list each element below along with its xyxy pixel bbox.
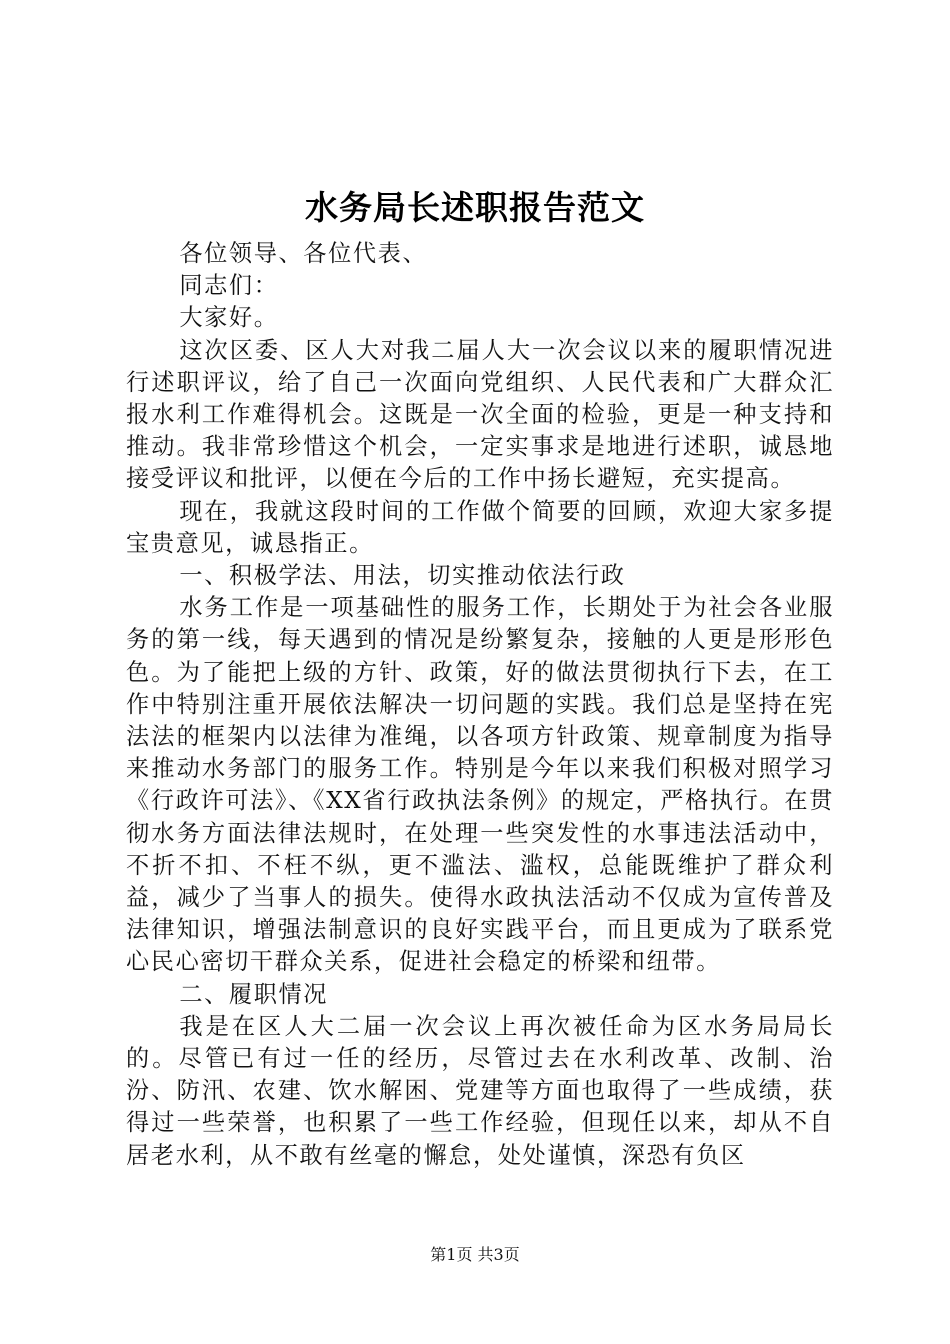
- section-heading-1: 一、积极学法、用法，切实推动依法行政: [179, 562, 626, 590]
- paragraph-review: 现在，我就这段时间的工作做个简要的回顾，欢迎大家多提宝贵意见，诚恳指正。: [126, 497, 834, 557]
- paragraph-section-2: 我是在区人大二届一次会议上再次被任命为区水务局局长的。尽管已有过一任的经历，尽管过去在水利改革、改制、治汾、防汛、农建、饮水解困、党建等方面也取得了一些成绩，获得过一些荣誉，也积累了一些工作经验，但现任以来，却从不自居老水利，从不敢有丝毫的懈怠，处处谨慎，深恐有负区: [126, 1012, 834, 1169]
- salutation-line-2: 同志们：: [179, 272, 279, 300]
- paragraph-section-1: 水务工作是一项基础性的服务工作，长期处于为社会各业服务的第一线，每天遇到的情况是纷繁复杂，接触的人更是形形色色。为了能把上级的方针、政策，好的做法贯彻执行下去，在工作中特别注重开展依法解决一切问题的实践。我们总是坚持在宪法法的框架内以法律为准绳，以各项方针政策、规章制度为指导来推动水务部门的服务工作。特别是今年以来我们积极对照学习《行政许可法》、《XX省行政执法条例》的规定，严格执行。在贯彻水务方面法律法规时，在处理一些突发性的水事违法活动中，不折不扣、不枉不纵，更不滥法、滥权，总能既维护了群众利益，减少了当事人的损失。使得水政执法活动不仅成为宣传普及法律知识，增强法制意识的良好实践平台，而且更成为了联系党心民心密切干群众关系，促进社会稳定的桥梁和纽带。: [126, 594, 834, 976]
- section-heading-2: 二、履职情况: [179, 980, 329, 1008]
- page-footer: 第1页 共3页: [430, 1245, 520, 1264]
- salutation-line-1: 各位领导、各位代表、: [179, 240, 428, 267]
- paragraph-intro: 这次区委、区人大对我二届人大一次会议以来的履职情况进行述职评议，给了自己一次面向党组织、人民代表和广大群众汇报水利工作难得机会。这既是一次全面的检验，更是一种支持和推动。我非常珍惜这个机会，一定实事求是地进行述职，诚恳地接受评议和批评，以便在今后的工作中扬长避短，充实提高。: [126, 336, 834, 493]
- document-body: [126, 238, 834, 1172]
- document-title: 水务局长述职报告范文: [305, 188, 645, 227]
- greeting: 大家好。: [179, 304, 279, 332]
